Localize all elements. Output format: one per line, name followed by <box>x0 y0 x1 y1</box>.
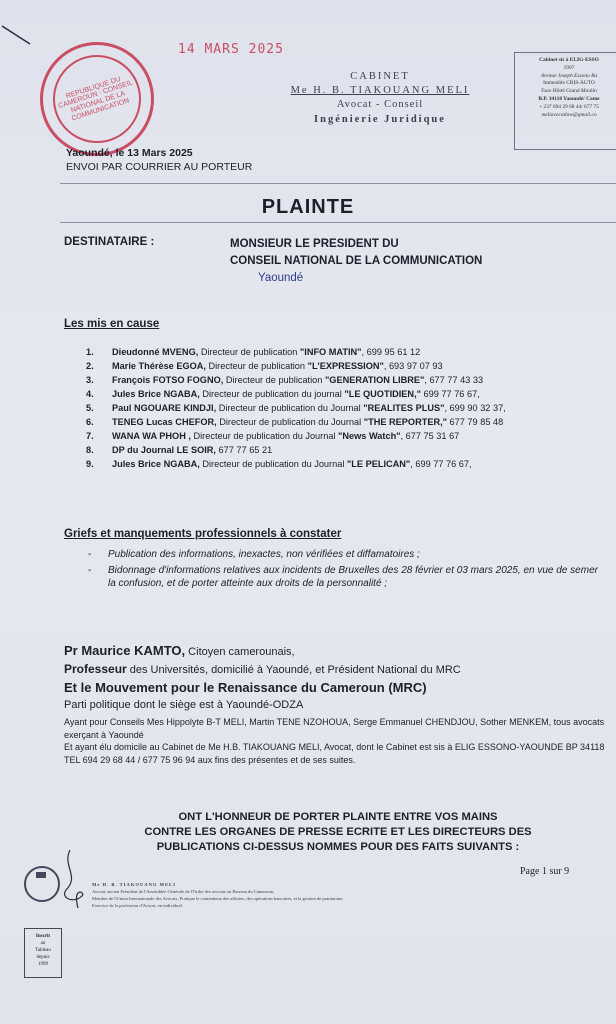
address-line: Cabinet sis à ELIG-ESSO <box>539 57 599 63</box>
badge-line: Inscrit <box>35 934 51 939</box>
item-number: 2. <box>86 360 94 371</box>
accused-name: Jules Brice NGABA, <box>112 388 200 399</box>
phone-number: 677 79 85 48 <box>447 416 504 427</box>
party-name: Et le Mouvement pour le Renaissance du Cameroun (MRC) <box>64 679 427 695</box>
grievance-text: Bidonnage d'informations relatives aux incidents de Bruxelles des 28 février et 03 mars 2025, en vue de semer la confusion, et de porter atteinte aux droits de la personnalité ; <box>108 564 598 589</box>
badge-line: depuis <box>36 955 50 960</box>
phone-number: , 699 95 61 12 <box>361 347 421 357</box>
list-item <box>88 548 608 562</box>
delivery-mode: ENVOI PAR COURRIER AU PORTEUR <box>66 161 253 173</box>
complainant-title: Professeur <box>64 661 127 676</box>
complainant-block <box>64 642 616 714</box>
accused-role: Directeur de publication du Journal <box>199 458 347 469</box>
phone-number: , 693 97 07 93 <box>383 360 443 371</box>
elected-domicile: Et ayant élu domicile au Cabinet de Me H.B. TIAKOUANG MELI, Avocat, dont le Cabinet est sis à ELIG ESSONO-YAOUNDE BP 34118 TEL 694 29 68 44 / 677 75 96 94 aux fins des présentes et de ses suites. <box>64 742 605 765</box>
grievance-text: Publication des informations, inexactes, non vérifiées et diffamatoires ; <box>108 549 420 560</box>
phone-number: 699 77 76 67, <box>420 388 480 399</box>
accused-name: Jules Brice NGABA, <box>112 458 200 469</box>
counsel-names: Ayant pour Conseils Mes Hippolyte B-T MELI, Martin TENE NZOHOUA, Serge Emmanuel CHENDJOU, Sother MENKEM, tous avocats exerçant à Yaoundé <box>64 717 605 740</box>
accused-name: DP du Journal LE SOIR, <box>112 444 216 455</box>
cabinet-header <box>270 70 490 127</box>
stamp-text: REPUBLIQUE DU CAMEROUN · CONSEIL NATIONAL DE LA COMMUNICATION <box>42 44 153 155</box>
list-item <box>86 445 606 457</box>
phone-number: , 677 75 31 67 <box>400 430 460 441</box>
accused-role: Directeur de publication du Journal <box>216 416 364 427</box>
handwritten-signature <box>52 846 92 916</box>
counsel-block <box>64 716 616 766</box>
address-line: 1997 <box>563 64 575 71</box>
place-date: Yaoundé, le 13 Mars 2025 <box>66 147 193 159</box>
statement-line: PUBLICATIONS CI-DESSUS NOMMES POUR DES FAITS SUIVANTS : <box>156 841 520 854</box>
accused-role: Directeur de publication <box>205 360 308 371</box>
grievances-heading: Griefs et manquements professionnels à constater <box>64 528 342 540</box>
statement-line: ONT L'HONNEUR DE PORTER PLAINTE ENTRE VOS MAINS <box>178 811 498 823</box>
divider <box>60 222 616 223</box>
accused-role: Directeur de publication du Journal <box>216 402 364 413</box>
dash-bullet: - <box>88 549 92 560</box>
item-number: 6. <box>86 416 94 427</box>
phone-number: 677 77 65 21 <box>215 444 273 455</box>
registration-badge <box>24 928 62 978</box>
accused-name: Marie Thérèse EGOA, <box>112 360 206 371</box>
accused-name: WANA WA PHOH , <box>112 430 191 441</box>
complaint-statement <box>60 810 616 855</box>
item-number: 5. <box>86 402 94 413</box>
list-item <box>86 431 606 443</box>
accused-role: Directeur de publication du Journal <box>190 430 339 441</box>
publication-name: "GENERATION LIBRE" <box>324 374 425 385</box>
publication-name: "News Watch" <box>338 430 401 441</box>
phone-number: , 699 77 76 67, <box>410 458 472 469</box>
address-line: Immeuble CRIS-AUTO <box>543 80 595 87</box>
address-line: + 237 694 29 68 44/ 677 75 <box>539 103 599 110</box>
accused-name: Dieudonné MVENG, <box>112 347 199 357</box>
publication-name: "L'EXPRESSION" <box>307 360 384 371</box>
complainant-details: des Universités, domicilié à Yaoundé, et Président National du MRC <box>126 663 461 676</box>
item-number: 8. <box>86 444 94 455</box>
item-number: 9. <box>86 458 94 469</box>
accused-name: Paul NGOUARE KINDJI, <box>112 402 217 413</box>
list-item <box>86 389 606 401</box>
item-number: 1. <box>86 347 94 357</box>
recipient-line1: MONSIEUR LE PRESIDENT DU <box>230 238 399 250</box>
official-stamp <box>40 42 154 156</box>
complainant-name: Pr Maurice KAMTO, <box>64 643 186 658</box>
pen-mark-icon <box>0 18 40 48</box>
publication-name: "INFO MATIN" <box>299 347 362 357</box>
accused-list <box>86 347 606 473</box>
cabinet-line2: Me H. B. TIAKOUANG MELI <box>290 85 470 97</box>
list-item <box>86 403 606 415</box>
list-item <box>86 347 606 359</box>
recipient-label: DESTINATAIRE : <box>64 236 155 248</box>
recipient-city: Yaoundé <box>258 272 304 284</box>
address-line: Avenue Joseph Essono Ba <box>540 72 598 79</box>
party-seat: Parti politique dont le siège est à Yaoundé-ODZA <box>64 698 304 711</box>
list-item <box>86 361 606 373</box>
footer-line: Membre de l'Union Internationale des Avocats, Pratique le contentieux des affaires, des opérations bancaires, et la gestion de patrimoine, <box>92 895 344 901</box>
address-line: B.P. 34118 Yaoundé/ Came <box>538 96 600 103</box>
complainant-nationality: Citoyen camerounais, <box>185 646 295 658</box>
list-item <box>88 564 608 591</box>
publication-name: "THE REPORTER," <box>363 416 447 427</box>
divider <box>60 183 616 184</box>
list-item <box>86 459 606 471</box>
statement-line: CONTRE LES ORGANES DE PRESSE ECRITE ET LES DIRECTEURS DES <box>144 826 532 839</box>
received-date-stamp: 14 MARS 2025 <box>178 42 284 57</box>
logo-flag <box>36 872 46 878</box>
badge-line: Tableau <box>35 948 51 953</box>
item-number: 4. <box>86 388 94 399</box>
list-item <box>86 375 606 387</box>
badge-line: 1999 <box>38 962 48 967</box>
address-line: Face Hôtel Grand Moulin <box>541 88 597 95</box>
accused-name: François FOTSO FOGNO, <box>112 374 224 385</box>
recipient-line2: CONSEIL NATIONAL DE LA COMMUNICATION <box>230 254 483 267</box>
accused-name: TENEG Lucas CHEFOR, <box>112 416 217 427</box>
list-item <box>86 417 606 429</box>
footer-line: Exercice de la profession d'Avocat, en individuel. <box>92 902 184 908</box>
item-number: 3. <box>86 374 94 385</box>
publication-name: "LE PELICAN" <box>346 458 411 469</box>
phone-number: , 677 77 43 33 <box>424 374 484 385</box>
cabinet-line4: Ingénierie Juridique <box>314 113 446 125</box>
cabinet-line1: CABINET <box>350 71 410 82</box>
publication-name: "LE QUOTIDIEN," <box>344 388 421 399</box>
badge-line: au <box>40 941 46 946</box>
accused-role: Directeur de publication du journal <box>199 388 345 399</box>
footer-line: Me H. B. TIAKOUANG MELI <box>92 882 176 887</box>
recipient-name <box>230 236 482 269</box>
accused-role: Directeur de publication <box>223 374 325 385</box>
cabinet-line3: Avocat - Conseil <box>336 99 424 111</box>
grievances-list <box>88 548 608 593</box>
address-box <box>514 52 616 150</box>
address-line: meliavocatlaw@gmail.co <box>541 111 597 118</box>
dash-bullet: - <box>88 564 92 576</box>
publication-name: "REALITES PLUS" <box>363 402 445 413</box>
page-number: Page 1 sur 9 <box>520 866 570 877</box>
footer-info <box>92 882 612 910</box>
accused-heading: Les mis en cause <box>64 318 160 330</box>
phone-number: , 699 90 32 37, <box>444 402 506 413</box>
accused-role: Directeur de publication <box>198 347 300 357</box>
document-title: PLAINTE <box>261 196 355 218</box>
item-number: 7. <box>86 430 94 441</box>
footer-line: Avocat, ancien Président de l'Assemblée Générale de l'Ordre des avocats au Barreau du Cameroun, <box>92 888 275 894</box>
